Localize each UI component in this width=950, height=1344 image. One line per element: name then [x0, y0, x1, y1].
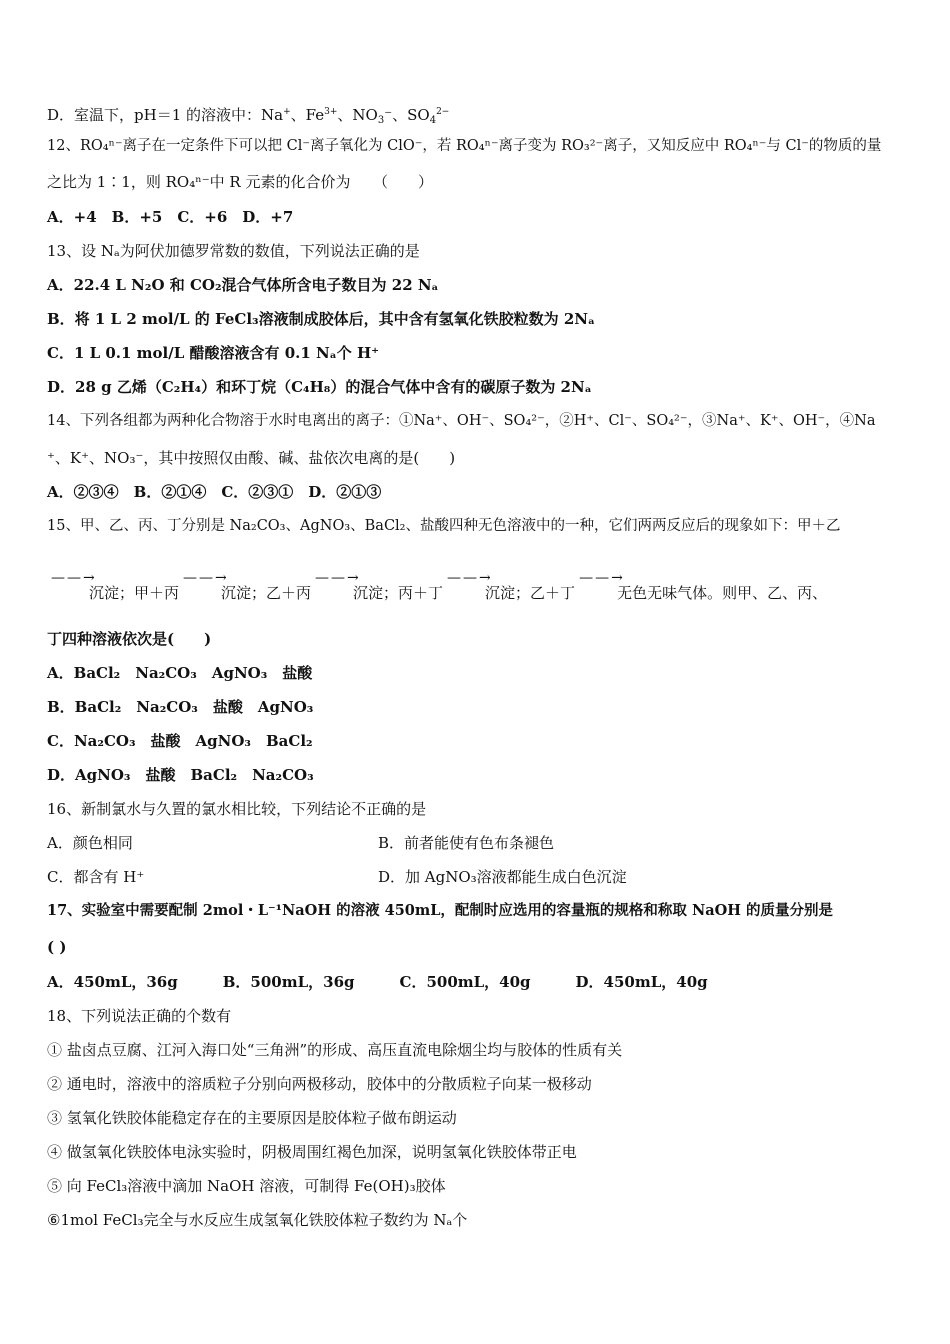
reaction-arrow-icon: ——→ — [51, 570, 97, 586]
q13-stem: 13、设 Nₐ为阿伏加德罗常数的数值，下列说法正确的是 — [47, 242, 420, 260]
q16-stem: 16、新制氯水与久置的氯水相比较，下列结论不正确的是 — [47, 800, 427, 818]
q18-item-6: ⑥1mol FeCl₃完全与水反应生成氢氧化铁胶体粒子数约为 Nₐ个 — [47, 1211, 468, 1229]
q17-stem-line-2: ( ) — [47, 938, 67, 956]
q13-option-b: B．将 1 L 2 mol/L 的 FeCl₃溶液制成胶体后，其中含有氢氧化铁胶粒数为 2Nₐ — [47, 310, 595, 328]
q15-option-c: C．Na₂CO₃ 盐酸 AgNO₃ BaCl₂ — [47, 732, 313, 750]
q12-stem-line-2: 之比为 1∶1，则 RO₄ⁿ⁻中 R 元素的化合价为 （ ） — [47, 173, 433, 191]
q14-options: A．②③④ B．②①④ C．②③① D．②①③ — [47, 483, 382, 501]
reaction-arrow-icon: ——→ — [315, 570, 361, 586]
q15-stem-line-1: 15、甲、乙、丙、丁分别是 Na₂CO₃、AgNO₃、BaCl₂、盐酸四种无色溶液中的一种，它们两两反应后的现象如下：甲＋乙 — [47, 518, 841, 534]
q16-option-row-1 — [47, 833, 133, 853]
q18-item-4: ④ 做氢氧化铁胶体电泳实验时，阴极周围红褐色加深，说明氢氧化铁胶体带正电 — [47, 1143, 577, 1161]
q16-option-c: C．都含有 H⁺ — [47, 868, 145, 886]
reaction-arrow-icon: ——→ — [183, 570, 229, 586]
q13-option-d: D．28 g 乙烯（C₂H₄）和环丁烷（C₄H₈）的混合气体中含有的碳原子数为 2Nₐ — [47, 378, 592, 396]
q11-option-d: D．室温下，pH＝1 的溶液中：Na+、$Fe^{3+}$、$NO_3^-$、$SO_4^{2-}$ — [47, 106, 450, 126]
q15-stem-line-2: ——→ 沉淀；甲＋丙 ——→ 沉淀；乙＋丙 ——→ 沉淀；丙＋丁 ——→ 沉淀；乙＋丁 ——→ 无色无味气体。则甲、乙、丙、 — [47, 578, 827, 603]
reaction-arrow-icon: ——→ — [447, 570, 493, 586]
q18-item-3: ③ 氢氧化铁胶体能稳定存在的主要原因是胶体粒子做布朗运动 — [47, 1109, 457, 1127]
q18-item-1: ① 盐卤点豆腐、江河入海口处“三角洲”的形成、高压直流电除烟尘均与胶体的性质有关 — [47, 1041, 623, 1059]
q16-option-a: A．颜色相同 — [47, 834, 133, 852]
q18-item-2: ② 通电时，溶液中的溶质粒子分别向两极移动，胶体中的分散质粒子向某一极移动 — [47, 1075, 592, 1093]
q16-option-d: D．加 AgNO₃溶液都能生成白色沉淀 — [378, 868, 627, 886]
q18-item-5: ⑤ 向 FeCl₃溶液中滴加 NaOH 溶液，可制得 Fe(OH)₃胶体 — [47, 1177, 446, 1195]
reaction-arrow-icon: ——→ — [579, 570, 625, 586]
q15-option-d: D．AgNO₃ 盐酸 BaCl₂ Na₂CO₃ — [47, 766, 314, 784]
q13-option-c: C．1 L 0.1 mol/L 醋酸溶液含有 0.1 Nₐ个 H⁺ — [47, 344, 380, 362]
q15-option-b: B．BaCl₂ Na₂CO₃ 盐酸 AgNO₃ — [47, 698, 314, 716]
q17-options: A．450mL，36g B．500mL，36g C．500mL，40g D．450mL，40g — [47, 973, 708, 991]
q13-option-a: A．22.4 L N₂O 和 CO₂混合气体所含电子数目为 22 Nₐ — [47, 276, 439, 294]
q14-stem-line-1: 14、下列各组都为两种化合物溶于水时电离出的离子：①Na⁺、OH⁻、SO₄²⁻，②H⁺、Cl⁻、SO₄²⁻，③Na⁺、K⁺、OH⁻，④Na — [47, 413, 876, 429]
q12-stem-line-1: 12、RO₄ⁿ⁻离子在一定条件下可以把 Cl⁻离子氧化为 ClO⁻，若 RO₄ⁿ⁻离子变为 RO₃²⁻离子，又知反应中 RO₄ⁿ⁻与 Cl⁻的物质的量 — [47, 138, 882, 154]
q12-options: A．+4 B．+5 C．+6 D．+7 — [47, 208, 294, 226]
q18-stem: 18、下列说法正确的个数有 — [47, 1007, 232, 1025]
q15-stem-line-3: 丁四种溶液依次是( ) — [47, 630, 212, 648]
q14-stem-line-2: ⁺、K⁺、NO₃⁻，其中按照仅由酸、碱、盐依次电离的是( ) — [47, 449, 456, 467]
q17-stem-line-1: 17、实验室中需要配制 2mol・L⁻¹NaOH 的溶液 450mL，配制时应选用的容量瓶的规格和称取 NaOH 的质量分别是 — [47, 902, 833, 919]
q16-option-b: B．前者能使有色布条褪色 — [378, 834, 555, 852]
q15-option-a: A．BaCl₂ Na₂CO₃ AgNO₃ 盐酸 — [47, 664, 313, 682]
